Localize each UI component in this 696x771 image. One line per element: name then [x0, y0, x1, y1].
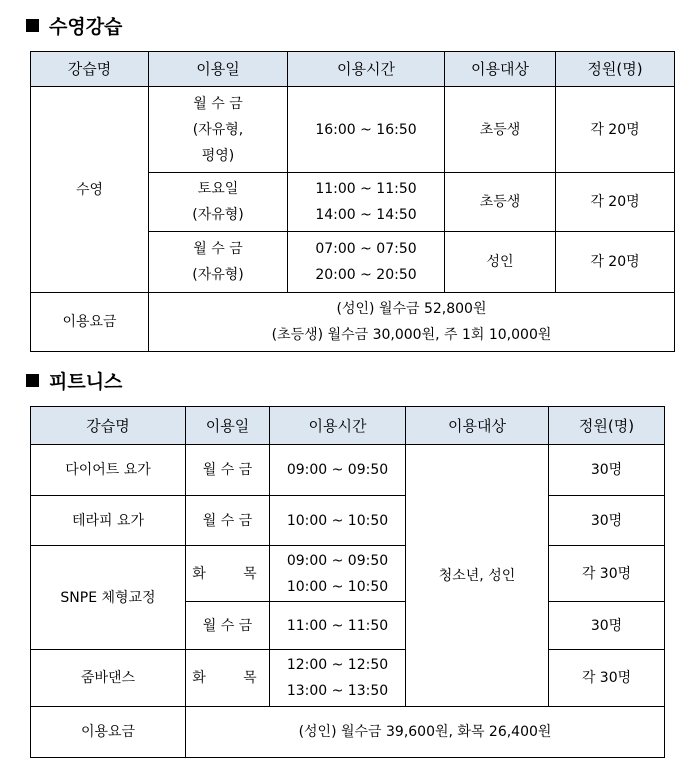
target-cell: 성인	[445, 232, 556, 293]
fee-label-cell: 이용요금	[31, 707, 186, 758]
swim-table	[30, 51, 675, 352]
capacity-cell: 각 30명	[549, 650, 665, 707]
day-line: 토요일	[197, 181, 239, 197]
day-line: (자유형,	[192, 121, 244, 138]
time-line: 13:00 ~ 13:50	[286, 683, 389, 699]
day-line: 평영)	[201, 147, 235, 164]
header-cell: 정원(명)	[556, 52, 675, 87]
day-line: 월 수 금	[193, 241, 243, 257]
table-row	[31, 496, 665, 546]
day-cell: 월 수 금	[186, 602, 270, 650]
section-title-text: 피트니스	[49, 371, 123, 393]
time-cell: 10:00 ~ 10:50	[270, 496, 406, 546]
time-cell: 16:00 ~ 16:50	[288, 87, 445, 173]
header-cell: 정원(명)	[549, 407, 665, 445]
header-cell: 이용대상	[406, 407, 549, 445]
time-cell	[270, 650, 406, 707]
fee-label-cell: 이용요금	[31, 293, 149, 352]
table-header-row	[31, 52, 675, 87]
course-cell: 수영	[31, 87, 149, 293]
fee-row	[31, 707, 665, 758]
time-cell: 09:00 ~ 09:50	[270, 445, 406, 496]
day-cell: 화 목	[186, 546, 270, 602]
time-cell: 11:00 ~ 11:50	[270, 602, 406, 650]
time-cell	[288, 173, 445, 232]
square-bullet-icon	[26, 374, 39, 387]
day-cell	[149, 173, 288, 232]
target-cell: 초등생	[445, 173, 556, 232]
day-line: (자유형)	[192, 207, 244, 223]
capacity-cell: 각 20명	[556, 232, 675, 293]
time-cell	[270, 546, 406, 602]
day-cell: 월 수 금	[186, 496, 270, 546]
fee-row	[31, 293, 675, 352]
header-cell: 이용시간	[288, 52, 445, 87]
section-title-text: 수영강습	[49, 16, 123, 38]
header-cell: 이용일	[186, 407, 270, 445]
target-cell: 청소년, 성인	[406, 445, 549, 707]
header-cell: 강습명	[31, 407, 186, 445]
time-line: 20:00 ~ 20:50	[315, 267, 417, 283]
header-cell: 이용시간	[270, 407, 406, 445]
day-line: 월 수 금	[193, 95, 243, 112]
day-cell: 월 수 금	[186, 445, 270, 496]
day-cell: 화 목	[186, 650, 270, 707]
time-line: 14:00 ~ 14:50	[315, 207, 417, 223]
time-line: 10:00 ~ 10:50	[286, 578, 389, 595]
header-cell: 강습명	[31, 52, 149, 87]
time-line: 09:00 ~ 09:50	[286, 552, 389, 569]
fee-value-cell	[149, 293, 675, 352]
time-line: 07:00 ~ 07:50	[315, 241, 417, 257]
capacity-cell: 각 30명	[549, 546, 665, 602]
course-cell: 테라피 요가	[31, 496, 186, 546]
day-cell	[149, 87, 288, 173]
square-bullet-icon	[26, 19, 39, 32]
fee-line: (성인) 월수금 52,800원	[336, 301, 487, 317]
capacity-cell: 30명	[549, 445, 665, 496]
fitness-table	[30, 406, 665, 758]
header-cell: 이용일	[149, 52, 288, 87]
header-cell: 이용대상	[445, 52, 556, 87]
day-cell	[149, 232, 288, 293]
fee-value-cell: (성인) 월수금 39,600원, 화목 26,400원	[186, 707, 665, 758]
course-cell: 줌바댄스	[31, 650, 186, 707]
table-row	[31, 650, 665, 707]
section-title-fitness	[26, 367, 122, 394]
capacity-cell: 각 20명	[556, 173, 675, 232]
time-cell	[288, 232, 445, 293]
table-header-row	[31, 407, 665, 445]
course-cell: 다이어트 요가	[31, 445, 186, 496]
table-row	[31, 87, 675, 173]
capacity-cell: 30명	[549, 496, 665, 546]
table-row	[31, 546, 665, 602]
capacity-cell: 각 20명	[556, 87, 675, 173]
capacity-cell: 30명	[549, 602, 665, 650]
time-line: 12:00 ~ 12:50	[286, 657, 389, 673]
time-line: 11:00 ~ 11:50	[315, 181, 417, 197]
course-cell: SNPE 체형교정	[31, 546, 186, 650]
table-row	[31, 445, 665, 496]
section-title-swim	[26, 12, 122, 39]
day-line: (자유형)	[192, 267, 244, 283]
fee-line: (초등생) 월수금 30,000원, 주 1회 10,000원	[271, 327, 552, 343]
target-cell: 초등생	[445, 87, 556, 173]
